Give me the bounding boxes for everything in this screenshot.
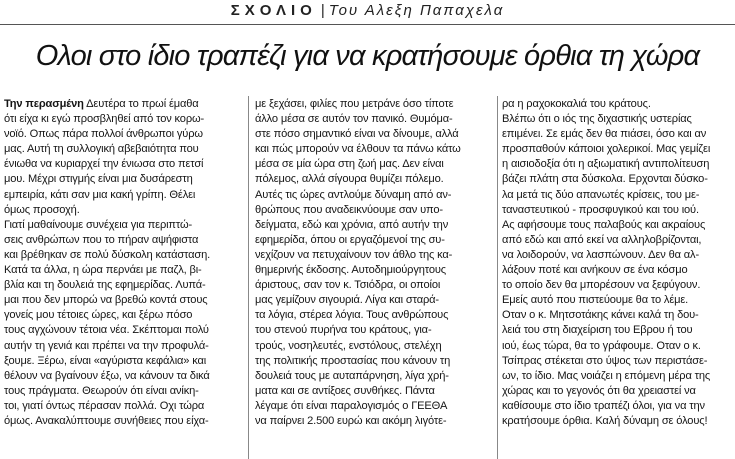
text-line: τοι, γιατί όντως πέρασαν πολλά. Οχι τώρα: [4, 399, 205, 412]
text-line: ένιωθα να κυριαρχεί την ένιωσα στο πετσί: [4, 158, 204, 171]
text-line: τα λόγια, στέρεα λόγια. Τους ανθρώπους: [255, 309, 449, 322]
text-line: λέγαμε ότι είναι παραλογισμός ο ΓΕΕΘΑ: [255, 399, 448, 412]
text-line: τρούς, νοσηλευτές, ενστόλους, στελέχη: [255, 339, 442, 352]
text-line: ταναστευτικού - προσφυγικού και του ιού.: [502, 203, 699, 216]
text-line: Γιατί μαθαίνουμε συνέχεια για περιπτώ-: [4, 218, 193, 231]
text-line: μαι που δεν μπορώ να βρεθώ κοντά στους: [4, 294, 208, 307]
text-line: τους αγχώνουν τέτοια νέα. Σκέπτομαι πολύ: [4, 324, 209, 337]
column-divider: [497, 96, 498, 459]
text-line: με ξεχάσει, φιλίες που μετράνε όσο τίποτε: [255, 98, 454, 110]
text-line: θέλουν να βγαίνουν έξω, να κάνουν τα δικά: [4, 369, 210, 382]
text-line-rest: Δευτέρα το πρωί έμαθα: [83, 98, 199, 110]
text-line: αυτήν τη γενιά και πρέπει να την προφυλά-: [4, 339, 209, 352]
text-column-2: [255, 97, 491, 429]
text-line: θρώπους που αναδεικνύουμε σαν υπο-: [255, 203, 443, 216]
text-line: στε πόσο σημαντικό είναι να δίνουμε, αλλά: [255, 128, 459, 141]
text-line: εμπειρία, κάτι σαν μια κακή γρίπη. Θέλει: [4, 188, 196, 201]
text-line: Βλέπω ότι ο ιός της διχαστικής υστερίας: [502, 113, 692, 126]
text-line: [4, 97, 242, 112]
text-line: βλία και τη δουλειά της εφημερίδας. Λυπά-: [4, 279, 206, 292]
text-line: επιμένει. Σε εμάς δεν θα πιάσει, όσο και αν: [502, 128, 707, 141]
text-line: και πώς μπορούν να έλθουν τα πάνω κάτω: [255, 143, 461, 156]
column-divider: [248, 96, 249, 459]
text-line: νοϊό. Οπως πάρα πολλοί άνθρωποι γύρω: [4, 128, 203, 141]
text-line: Κατά τα άλλα, η ώρα περνάει με παζλ, βι-: [4, 264, 202, 277]
byline: Του Αλεξη Παπαχελα: [328, 2, 505, 19]
text-line: από εδώ και από εκεί να αλληλοβρίζονται,: [502, 233, 702, 246]
text-line: χώρας και το γεγονός ότι θα χρειαστεί να: [502, 384, 696, 397]
text-line: η αισιοδοξία ότι η αξιωματική αντιπολίτευση: [502, 158, 710, 171]
text-line: και βρέθηκαν σε πολύ δύσκολη κατάσταση.: [4, 248, 211, 261]
text-line: άριστους, σαν τον κ. Τσιόδρα, οι οποίοι: [255, 279, 441, 292]
text-line: ων, το ίδιο. Μας νοιάζει η επόμενη μέρα της: [502, 369, 711, 382]
text-line: άλλο μέσα σε αυτόν τον πανικό. Θυμόμα-: [255, 113, 453, 126]
text-line: να λοιδορούν, να λασπώνουν. Δεν θα αλ-: [502, 248, 699, 261]
text-line: το οποίο δεν θα μπορέσουν να ξεφύγουν.: [502, 279, 701, 292]
text-line: σεις ανθρώπων που το πήραν αψήφιστα: [4, 233, 199, 246]
text-line: νεχίζουν να πετυχαίνουν τον άθλο της κα-: [255, 248, 453, 261]
text-line: δείγματα, εδώ και χρόνια, από αυτήν την: [255, 218, 449, 231]
text-line: λα μετά τις δύο απανωτές κρίσεις, του με-: [502, 188, 700, 201]
text-line: λάξουν ποτέ και ανήκουν σε ένα κόσμο: [502, 264, 688, 277]
text-line: γονείς μου τέτοιες ώρες, και ξέρω πόσο: [4, 309, 193, 322]
text-line: λειά του στη διαχείριση του Εβρου ή του: [502, 324, 693, 337]
text-line: ξουμε. Ξέρω, είναι «αγύριστα κεφάλια» και: [4, 354, 207, 367]
column-header: [0, 0, 735, 22]
text-line: να παίρνει 2.500 ευρώ και ακόμη λιγότε-: [255, 414, 447, 427]
text-line: πόλεμος, αλλά σίγουρα θυμίζει πόλεμο.: [255, 173, 444, 186]
text-line: τους πράγματα. Θεωρούν ότι είναι ανίκη-: [4, 384, 199, 397]
text-line: μου. Μέχρι στιγμής είναι μια δυσάρεστη: [4, 173, 193, 186]
text-line: Ας αφήσουμε τους παλαβούς και ακραίους: [502, 218, 706, 231]
text-line: του στενού πυρήνα του κράτους, για-: [255, 324, 432, 337]
text-column-3: [502, 97, 732, 429]
text-line: ότι είχα κι εγώ προσβληθεί από τον κορω-: [4, 113, 205, 126]
text-line: δουλειά τους με αυταπάρνηση, λίγα χρή-: [255, 369, 449, 382]
text-line: Εμείς αυτό που πιστεύουμε θα το λέμε.: [502, 294, 689, 307]
article-title: Ολοι στο ίδιο τραπέζι για να κρατήσουμε όρθια τη χώρα: [35, 40, 700, 72]
text-line: ιού, έως τώρα, θα το γράφουμε. Οταν ο κ.: [502, 339, 701, 352]
text-line: μας γεμίζουν σιγουριά. Λίγα και σταρά-: [255, 294, 439, 307]
text-column-1: [4, 97, 242, 429]
text-line: μέσα σε μία ώρα στη ζωή μας. Δεν είναι: [255, 158, 444, 171]
text-line: ρα η ραχοκοκαλιά του κράτους.: [502, 98, 651, 110]
column-name: ΣΧΟΛΙΟ: [230, 2, 317, 19]
text-line: Οταν ο κ. Μητσοτάκης κάνει καλά τη δου-: [502, 309, 699, 322]
text-line: όμως. Ανακαλύπτουμε συνήθειες που είχα-: [4, 414, 209, 427]
text-line: κρατήσουμε όρθια. Καλή δύναμη σε όλους!: [502, 414, 708, 427]
text-line: όμως προσοχή.: [4, 203, 80, 216]
text-line: θημερινής έκδοσης. Αυτοδημιούργητους: [255, 264, 446, 277]
text-line: καθίσουμε στο ίδιο τραπέζι όλοι, για να την: [502, 399, 705, 412]
header-separator: |: [320, 2, 325, 19]
text-line: βάζει πλάτη στα δύσκολα. Ερχονται δύσκο-: [502, 173, 708, 186]
text-line: μας. Αυτή τη συλλογική αβεβαιότητα που: [4, 143, 199, 156]
text-line: Τσίπρας στέκεται στο ύψος των περιστάσε-: [502, 354, 708, 367]
text-line: εφημερίδα, όπου οι εργαζόμενοί της συ-: [255, 233, 445, 246]
header-rule: [0, 24, 735, 25]
text-line: ματα και σε αντίξοες συνθήκες. Πάντα: [255, 384, 435, 397]
text-line: της πολιτικής προστασίας που κάνουν τη: [255, 354, 451, 367]
text-line: προσπαθούν κάποιοι χολερικοί. Μας γεμίζει: [502, 143, 711, 156]
text-line: Αυτές τις ώρες αντλούμε δύναμη από αν-: [255, 188, 452, 201]
lead-in: Την περασμένη: [4, 98, 84, 110]
